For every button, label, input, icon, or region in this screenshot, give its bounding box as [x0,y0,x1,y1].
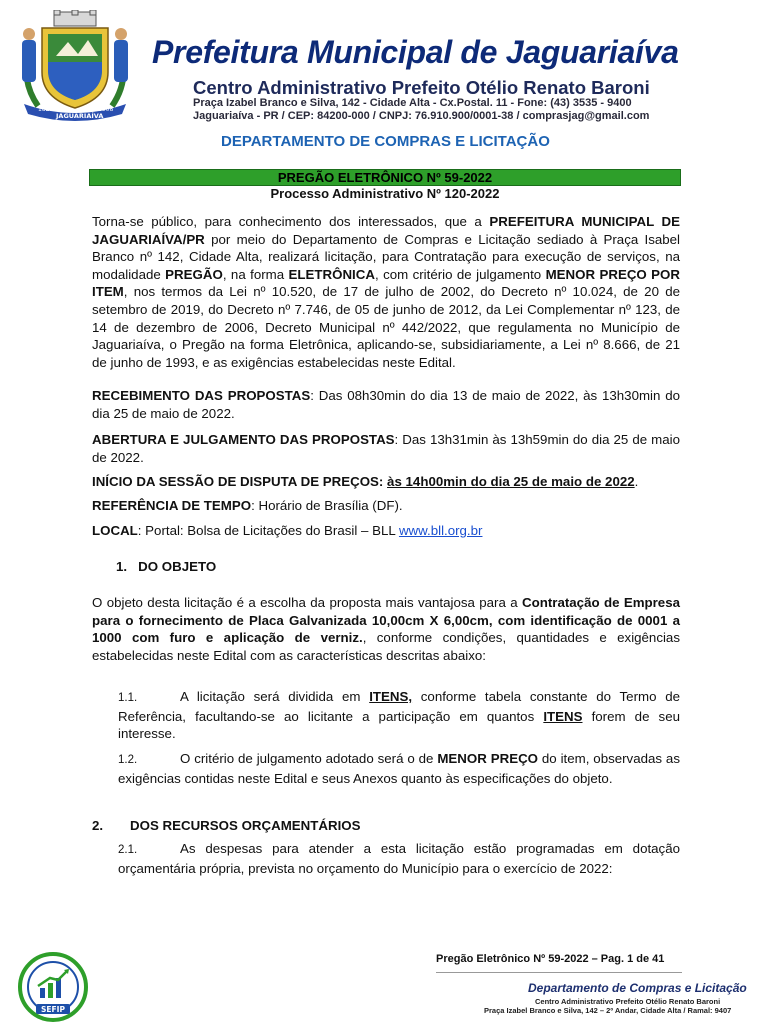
footer-divider [436,972,682,973]
pregao-title-bar [89,169,681,186]
referencia-tempo: REFERÊNCIA DE TEMPO: Horário de Brasília (DF). [92,498,403,513]
item-1-1: 1.1. A licitação será dividida em ITENS, conforme tabela constante do Termo de Referência, facultando-se ao licitante a participação em quantos ITENS forem de seu interesse. [118,689,680,742]
municipal-crest-logo [16,10,134,122]
page-number: Pregão Eletrônico Nº 59-2022 – Pag. 1 de 41 [436,953,665,965]
svg-text:SEFIP: SEFIP [41,1005,65,1014]
section-2-title: DOS RECURSOS ORÇAMENTÁRIOS [130,818,361,833]
objeto-paragraph: O objeto desta licitação é a escolha da proposta mais vantajosa para a Contratação de Empresa para o fornecimento de Placa Galvanizada 10,00cm X 6,00cm, com identificação de 0001 a 1000 com furo e aplicação de verniz., conforme condições, quantidades e exigências estabelecidas neste Edital com as características descritas abaixo: [92,595,680,663]
processo-title: Processo Administrativo Nº 120-2022 [270,186,500,201]
header-address-line-2: Jaguariaíva - PR / CEP: 84200-000 / CNPJ: 76.910.900/0001-38 / comprasjag@gmail.com [193,110,650,122]
svg-text:1908: 1908 [98,106,114,113]
item-2-1: 2.1. As despesas para atender a esta licitação estão programadas em dotação orçamentária própria, prevista no orçamento do Município para o exercício de 2022: [118,841,680,876]
header-title: Prefeitura Municipal de Jaguariaíva [152,34,679,70]
header-address-line-1: Praça Izabel Branco e Silva, 142 - Cidade Alta - Cx.Postal. 11 - Fone: (43) 3535 - 9400 [193,97,632,109]
header-subtitle: Centro Administrativo Prefeito Otélio Renato Baroni [193,77,650,98]
inicio-sessao: INÍCIO DA SESSÃO DE DISPUTA DE PREÇOS: às 14h00min do dia 25 de maio de 2022. [92,474,639,489]
bll-link[interactable]: www.bll.org.br [398,523,483,538]
local: LOCAL: Portal: Bolsa de Licitações do Brasil – BLL www.bll.org.br [92,523,483,538]
intro-paragraph: Torna-se público, para conhecimento dos interessados, que a PREFEITURA MUNICIPAL DE JAGUARIAÍVA/PR por meio do Departamento de Compras e Licitação sediado à Praça Isabel Branco nº 142, Cidade Alta, realizará licitação, para Contratação para execução de serviços, na modalidade PREGÃO, na forma ELETRÔNICA, com critério de julgamento MENOR PREÇO POR ITEM, nos termos da Lei nº 10.520, de 17 de julho de 2002, do Decreto nº 10.024, de 20 de setembro de 2019, do Decreto nº 7.746, de 05 de junho de 2012, da Lei Complementar nº 123, de 14 de dezembro de 2006, Decreto Municipal nº 442/2022, que regulamenta no Município de Jaguariaíva, o Pregão na forma Eletrônica, aplicando-se, subsidiariamente, a Lei nº 8.666, de 21 de junho de 1993, e as exigências estabelecidas neste Edital. [92,214,681,370]
abertura-julgamento: ABERTURA E JULGAMENTO DAS PROPOSTAS: Das 13h31min às 13h59min do dia 25 de maio de 2022. [92,432,680,465]
section-2-number: 2. [92,818,104,833]
section-1-title: 1. DO OBJETO [116,559,217,574]
sefip-seal-logo [18,952,88,1022]
svg-text:JAGUARIAÍVA: JAGUARIAÍVA [56,112,104,120]
header-department: DEPARTAMENTO DE COMPRAS E LICITAÇÃO [221,133,550,150]
item-1-2: 1.2. O critério de julgamento adotado será o de MENOR PREÇO do item, observadas as exigências contidas neste Edital e seus Anexos quanto às especificações do objeto. [118,751,680,786]
footer-department: Departamento de Compras e Licitação [528,981,747,995]
pregao-title: PREGÃO ELETRÔNICO Nº 59-2022 [277,170,493,185]
footer-address-line: Praça Izabel Branco e Silva, 142 – 2º Andar, Cidade Alta / Ramal: 9407 [484,1006,732,1015]
recebimento-propostas: RECEBIMENTO DAS PROPOSTAS: Das 08h30min do dia 13 de maio de 2022, às 13h30min do dia 25 de maio de 2022. [92,388,681,421]
svg-text:1823: 1823 [38,106,54,113]
footer-center-line: Centro Administrativo Prefeito Otélio Renato Baroni [535,997,721,1006]
